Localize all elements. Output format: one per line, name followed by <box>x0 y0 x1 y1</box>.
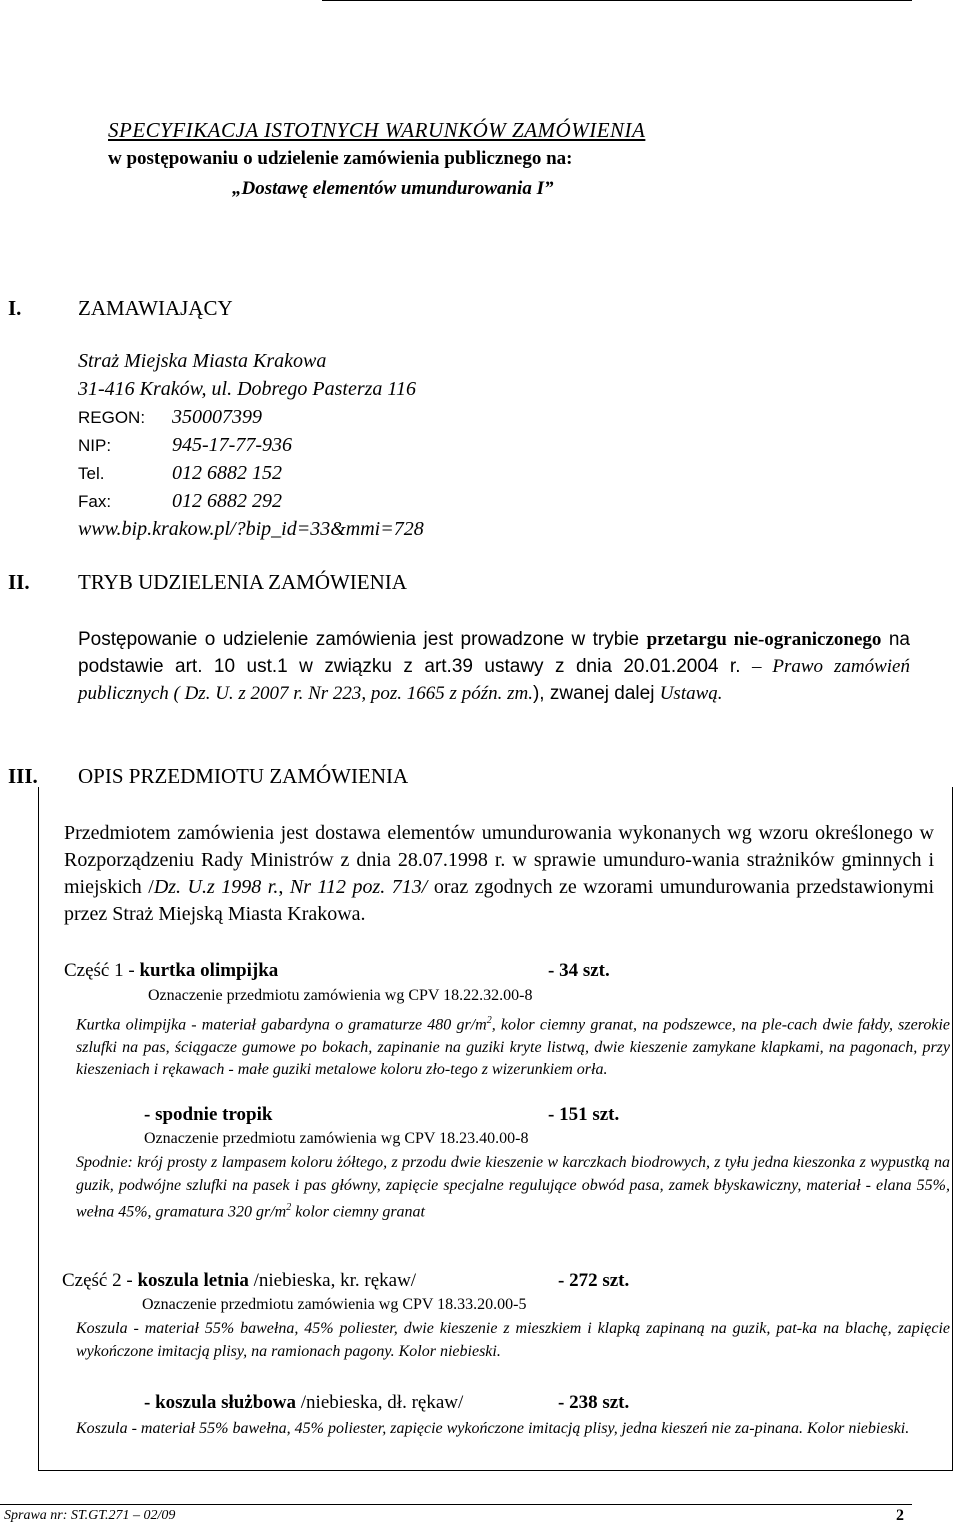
orderer-fax: Fax: 012 6882 292 <box>78 490 282 512</box>
part-1b-description: Spodnie: krój prosty z lampasem koloru żółtego, z przodu dwie kieszenie w karczkach biodrowych, z tyłu jedna kieszonka z wypustką na guzik, podwójne szlufki na pasek i pas główny, zapięcie specjalne regulujące obwód pasa, zamek błyskawiczny, materiał - elana 55%, wełna 45%, gramatura 320 $gr/m^2$ kolor ciemny granat <box>76 1154 950 1221</box>
part-1b-heading: - spodnie tropik <box>144 1104 273 1125</box>
orderer-www: www.bip.krakow.pl/?bip_id=33&mmi=728 <box>78 518 424 540</box>
section-2-text: Postępowanie o udzielenie zamówienia jest prowadzone w trybie przetargu nie-ograniczonego na podstawie art. 10 ust.1 w związku z art.39 ustawy z dnia 20.01.2004 r. – Prawo zamówień publicznych ( Dz. U. z 2007 r. Nr 223, poz. 1665 z późn. zm.), zwanej dalej Ustawą. <box>78 629 910 704</box>
section-2-number: II. <box>8 570 30 594</box>
document-subject: „Dostawę elementów umundurowania I” <box>232 178 554 199</box>
orderer-name: Straż Miejska Miasta Krakowa <box>78 350 327 372</box>
document-subtitle: w postępowaniu o udzielenie zamówienia publicznego na: <box>108 148 573 169</box>
orderer-nip: NIP: 945-17-77-936 <box>78 434 292 456</box>
part-2-qty: - 272 szt. <box>558 1270 630 1291</box>
part-2-heading: Część 2 - koszula letnia /niebieska, kr. rękaw/ <box>62 1270 417 1291</box>
part-1-cpv: Oznaczenie przedmiotu zamówienia wg CPV 18.22.32.00-8 <box>148 987 533 1004</box>
footer-case-number: Sprawa nr: ST.GT.271 – 02/09 <box>4 1508 176 1523</box>
page-number: 2 <box>896 1507 904 1524</box>
part-2-description: Koszula - materiał 55% bawełna, 45% poliester, dwie kieszenie z mieszkiem i klapką zapinaną na guzik, pat-ka na blachę, zapięcie wykończone imitacją plisy, na ramionach pagony. Kolor niebieski. <box>76 1320 950 1360</box>
document-title: SPECYFIKACJA ISTOTNYCH WARUNKÓW ZAMÓWIENIA <box>108 118 646 142</box>
part-2b-qty: - 238 szt. <box>558 1392 630 1413</box>
section-2-heading: TRYB UDZIELENIA ZAMÓWIENIA <box>78 570 407 594</box>
part-2-cpv: Oznaczenie przedmiotu zamówienia wg CPV 18.33.20.00-5 <box>142 1296 527 1313</box>
part-1b-qty: - 151 szt. <box>548 1104 620 1125</box>
part-2b-description: Koszula - materiał 55% bawełna, 45% poliester, zapięcie wykończone imitacją plisy, jedna kieszeń nie za-pinana. Kolor niebieski. <box>76 1420 910 1437</box>
part-1-description: Kurtka olimpijka - materiał gabardyna o gramaturze 480 $gr/m^2$, kolor ciemny granat, na podszewce, na ple-cach dwie fałdy, szerokie szlufki na pas, ściągacze gumowe po bokach, zapinanie na guziki kryte listwą, dwie kieszenie zamykane klapkami, na pagonach, przy kieszeniach i rękawach - małe guziki metalowe koloru zło-tego z wizerunkiem orła. <box>76 1015 951 1079</box>
top-rule <box>322 0 912 1</box>
section-3-number: III. <box>8 764 38 788</box>
orderer-regon: REGON: 350007399 <box>78 406 262 428</box>
orderer-tel: Tel. 012 6882 152 <box>78 462 282 484</box>
part-1-heading: Część 1 - kurtka olimpijka <box>64 960 279 981</box>
footer-rule <box>0 1504 912 1505</box>
part-1-qty: - 34 szt. <box>548 960 610 981</box>
section-1-number: I. <box>8 296 22 320</box>
part-2b-heading: - koszula służbowa /niebieska, dł. rękaw/ <box>144 1392 464 1413</box>
part-1b-cpv: Oznaczenie przedmiotu zamówienia wg CPV 18.23.40.00-8 <box>144 1130 529 1147</box>
orderer-address: 31-416 Kraków, ul. Dobrego Pasterza 116 <box>78 378 416 400</box>
section-3-heading: OPIS PRZEDMIOTU ZAMÓWIENIA <box>78 764 409 788</box>
section-3-text: Przedmiotem zamówienia jest dostawa elementów umundurowania wykonanych wg wzoru określonego w Rozporządzeniu Rady Ministrów z dnia 28.07.1998 r. w sprawie umunduro-wania strażników gminnych i miejskich /Dz. U.z 1998 r., Nr 112 poz. 713/ oraz zgodnych ze wzorami umundurowania przedstawionymi przez Straż Miejską Miasta Krakowa. <box>64 822 935 925</box>
section-1-heading: ZAMAWIAJĄCY <box>78 296 233 320</box>
